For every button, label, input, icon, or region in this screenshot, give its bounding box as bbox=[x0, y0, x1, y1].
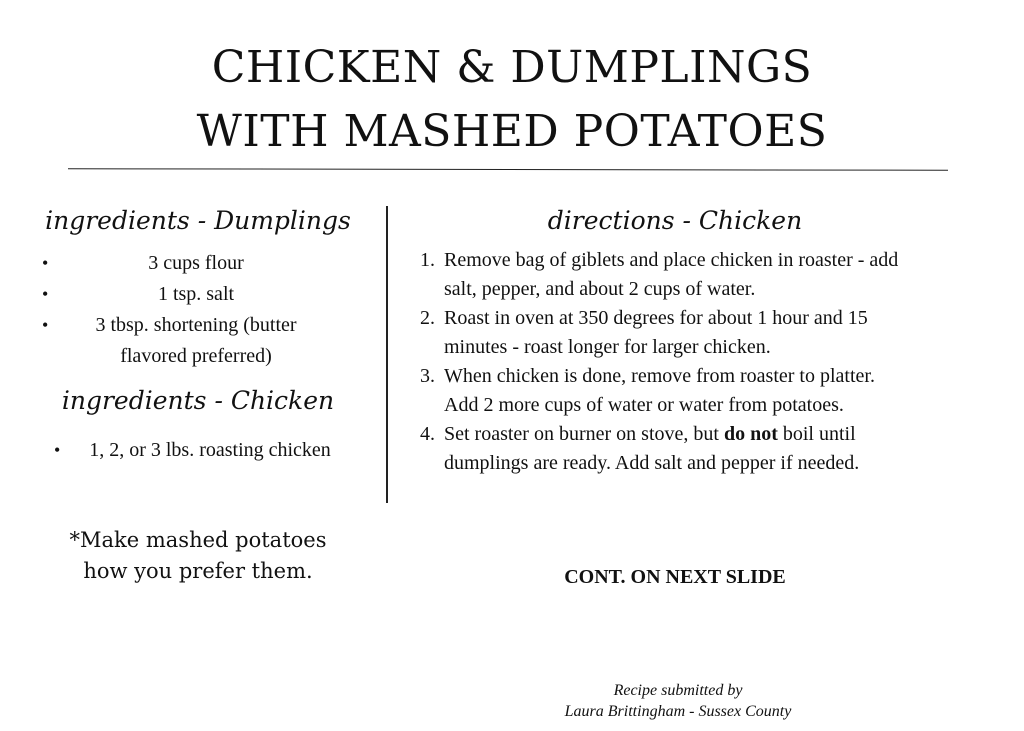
emphasis-do-not: do not bbox=[723, 423, 778, 445]
title-line-2: WITH MASHED POTATOES bbox=[196, 106, 828, 157]
mashed-potatoes-note: *Make mashed potatoes how you prefer them. bbox=[69, 528, 327, 583]
dumplings-ingredient-list bbox=[42, 248, 342, 372]
bullet-icon: • bbox=[42, 315, 49, 335]
chicken-ingredient-list bbox=[54, 436, 360, 464]
bullet-icon: • bbox=[42, 253, 49, 273]
direction-step: 3. When chicken is done, remove from roaster to platter. Add 2 more cups of water or water from potatoes. bbox=[420, 365, 875, 416]
list-item: • 1 tsp. salt bbox=[50, 279, 342, 310]
continued-notice: CONT. ON NEXT SLIDE bbox=[564, 566, 786, 588]
direction-step: 2. Roast in oven at 350 degrees for about 1 hour and 15 minutes - roast longer for larger chicken. bbox=[420, 307, 868, 358]
bullet-icon: • bbox=[54, 440, 61, 460]
bullet-icon: • bbox=[42, 284, 49, 304]
directions-list bbox=[420, 246, 940, 478]
direction-step: 4. Set roaster on burner on stove, but do not boil until dumplings are ready. Add salt and pepper if needed. bbox=[420, 423, 860, 474]
ingredients-dumplings-heading: ingredients - Dumplings bbox=[45, 206, 351, 235]
direction-step: 1. Remove bag of giblets and place chicken in roaster - add salt, pepper, and about 2 cups of water. bbox=[420, 249, 899, 300]
ingredients-chicken-heading: ingredients - Chicken bbox=[61, 386, 335, 415]
column-divider bbox=[386, 206, 388, 503]
list-item: • 3 cups flour bbox=[50, 248, 342, 279]
title-divider bbox=[68, 168, 948, 171]
recipe-credit: Recipe submitted by Laura Brittingham - Sussex County bbox=[564, 682, 792, 720]
list-item: • 3 tbsp. shortening (butter flavored preferred) bbox=[50, 310, 342, 372]
title-line-1: CHICKEN & DUMPLINGS bbox=[211, 42, 813, 93]
list-item: • 1, 2, or 3 lbs. roasting chicken bbox=[60, 436, 360, 464]
directions-heading: directions - Chicken bbox=[547, 206, 803, 235]
